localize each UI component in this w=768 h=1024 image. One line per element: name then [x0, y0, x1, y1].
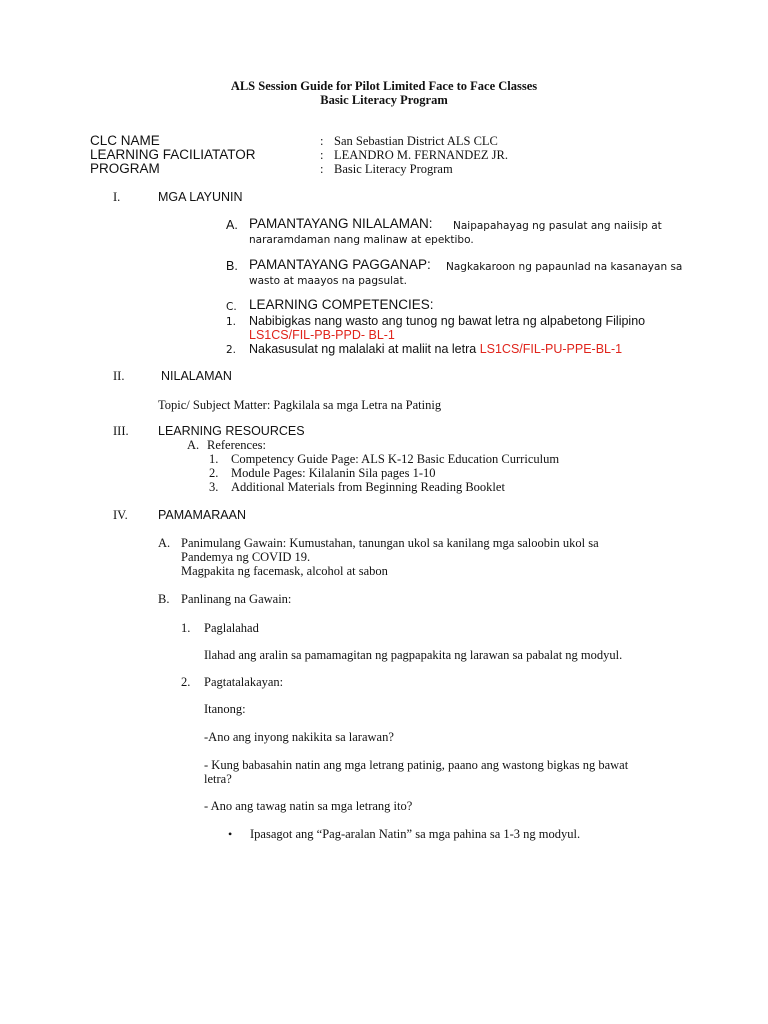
question-3: - Ano ang tawag natin sa mga letrang ito? [204, 799, 413, 813]
itanong-label: Itanong: [204, 702, 246, 716]
section4-b-letter: B. [158, 592, 170, 606]
competency-2-number: 2. [226, 344, 237, 356]
section4-number: IV. [113, 508, 128, 522]
step1-number: 1. [181, 621, 191, 635]
section1-a-text2: nararamdaman nang malinaw at epektibo. [249, 234, 474, 246]
section1-b-title: PAMANTAYANG PAGGANAP: [249, 257, 431, 272]
info-sep-facilitator: : [320, 148, 324, 162]
competency-2-code: LS1CS/FIL-PU-PPE-BL-1 [479, 342, 623, 356]
section2-title: NILALAMAN [161, 369, 232, 383]
section1-c-title: LEARNING COMPETENCIES: [249, 297, 434, 312]
info-value-program: Basic Literacy Program [334, 162, 453, 176]
competency-2-line [249, 342, 622, 356]
section2-topic: Topic/ Subject Matter: Pagkilala sa mga Letra na Patinig [158, 398, 442, 412]
document-subtitle: Basic Literacy Program [320, 93, 448, 107]
step2-number: 2. [181, 675, 191, 689]
section1-title: MGA LAYUNIN [158, 190, 243, 204]
step1-title: Paglalahad [204, 621, 259, 635]
info-label-program: PROGRAM [90, 161, 160, 176]
info-value-clc: San Sebastian District ALS CLC [334, 134, 498, 148]
reference-1-number: 1. [209, 452, 219, 466]
competency-2-text: Nakasusulat ng malalaki at maliit na letra [249, 342, 477, 356]
document-title: ALS Session Guide for Pilot Limited Face to Face Classes [230, 79, 538, 93]
step1-text: Ilahad ang aralin sa pamamagitan ng pagpapakita ng larawan sa pabalat ng modyul. [204, 648, 623, 662]
section4-title: PAMAMARAAN [158, 508, 246, 522]
section2-number: II. [113, 369, 125, 383]
section4-a-line2: Pandemya ng COVID 19. [181, 550, 311, 564]
section1-b-text2: wasto at maayos na pagsulat. [249, 275, 407, 287]
section1-a-text1: Naipapahayag ng pasulat ang naiisip at [453, 220, 662, 232]
bullet-text: Ipasagot ang “Pag-aralan Natin” sa mga pahina sa 1-3 ng modyul. [250, 827, 581, 841]
section4-a-line3: Magpakita ng facemask, alcohol at sabon [181, 564, 388, 578]
section1-number: I. [113, 190, 121, 204]
section1-a-letter: A. [226, 218, 238, 232]
section4-a-line1: Panimulang Gawain: Kumustahan, tanungan ukol sa kanilang mga saloobin ukol sa [181, 536, 599, 550]
info-label-clc: CLC NAME [90, 133, 160, 148]
bullet-icon: • [228, 827, 233, 841]
info-label-facilitator: LEARNING FACILIATATOR [90, 147, 256, 162]
reference-1-text: Competency Guide Page: ALS K-12 Basic Education Curriculum [231, 452, 560, 466]
info-value-facilitator: LEANDRO M. FERNANDEZ JR. [334, 148, 508, 162]
competency-1-code: LS1CS/FIL-PB-PPD- BL-1 [249, 328, 395, 342]
competency-1-text: Nabibigkas nang wasto ang tunog ng bawat letra ng alpabetong Filipino [249, 314, 646, 328]
reference-2-text: Module Pages: Kilalanin Sila pages 1-10 [231, 466, 436, 480]
step2-title: Pagtatalakayan: [204, 675, 284, 689]
question-2-line2: letra? [204, 772, 232, 786]
section3-title: LEARNING RESOURCES [158, 424, 305, 438]
competency-1-number: 1. [226, 316, 237, 328]
info-sep-clc: : [320, 134, 324, 148]
section1-b-letter: B. [226, 259, 238, 273]
reference-3-number: 3. [209, 480, 219, 494]
section1-a-title: PAMANTAYANG NILALAMAN: [249, 216, 433, 231]
references-letter: A. [187, 438, 200, 452]
section4-a-letter: A. [158, 536, 171, 550]
reference-2-number: 2. [209, 466, 219, 480]
reference-3-text: Additional Materials from Beginning Reading Booklet [231, 480, 505, 494]
section1-b-text1: Nagkakaroon ng papaunlad na kasanayan sa [446, 261, 683, 273]
info-sep-program: : [320, 162, 324, 176]
references-title: References: [207, 438, 266, 452]
section1-c-letter: C. [226, 301, 237, 313]
section3-number: III. [113, 424, 129, 438]
question-1: -Ano ang inyong nakikita sa larawan? [204, 730, 394, 744]
section4-b-title: Panlinang na Gawain: [181, 592, 292, 606]
question-2-line1: - Kung babasahin natin ang mga letrang patinig, paano ang wastong bigkas ng bawat [204, 758, 629, 772]
